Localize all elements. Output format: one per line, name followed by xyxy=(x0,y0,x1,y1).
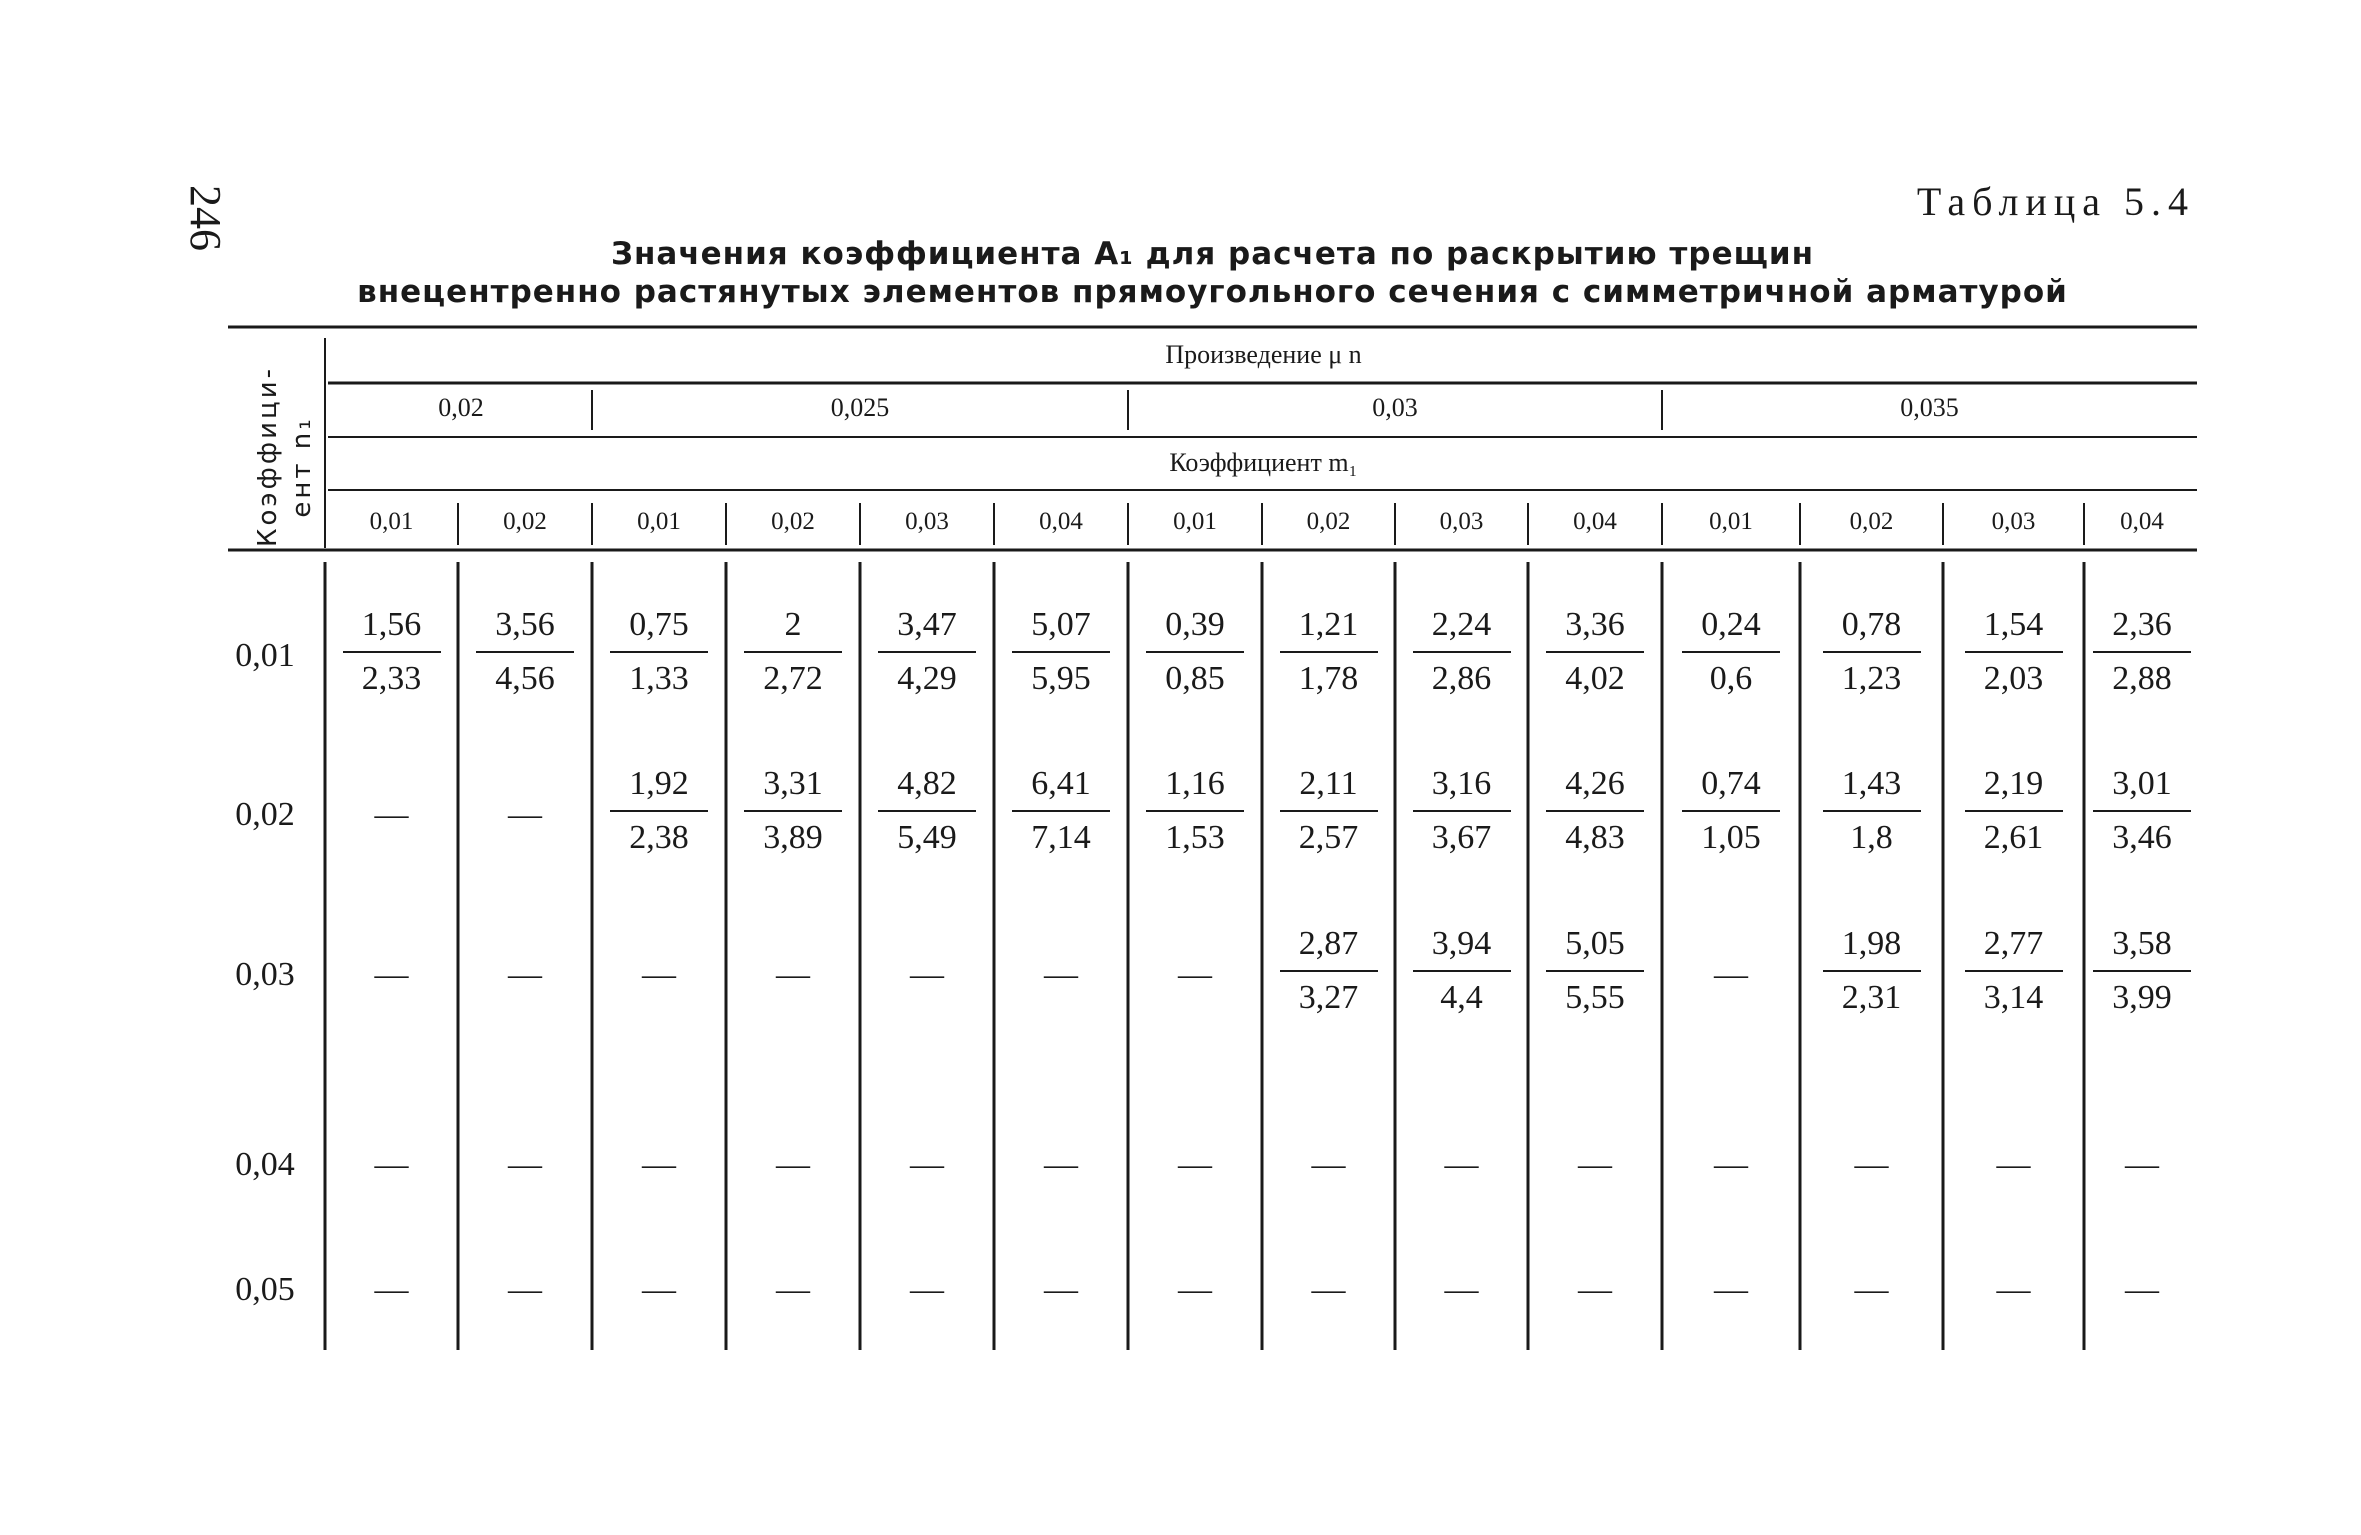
sub-column-header: 0,04 xyxy=(1573,508,1617,535)
denominator: 5,95 xyxy=(1031,660,1091,697)
sub-column-header: 0,03 xyxy=(905,508,949,535)
fraction-cell xyxy=(1959,920,2069,1022)
fraction-bar xyxy=(1280,651,1378,653)
sub-column-header: 0,01 xyxy=(1709,508,1753,535)
fraction-cell xyxy=(872,601,982,703)
denominator: 2,72 xyxy=(763,660,823,697)
denominator: 1,33 xyxy=(629,660,689,697)
denominator: 4,83 xyxy=(1565,819,1625,856)
empty-dash-cell: — xyxy=(1311,1271,1346,1308)
sub-column-header: 0,03 xyxy=(1439,508,1484,535)
fraction-bar xyxy=(1280,970,1378,972)
numerator: 3,16 xyxy=(1431,765,1492,802)
fraction-cell xyxy=(872,760,982,862)
fraction-cell xyxy=(1817,601,1927,703)
group-header-0-035: 0,035 xyxy=(1900,393,1959,422)
fraction-bar xyxy=(1965,970,2063,972)
fraction-cell xyxy=(1817,920,1927,1022)
denominator: 2,31 xyxy=(1841,979,1902,1016)
fraction-cell xyxy=(1140,760,1250,862)
fraction-bar xyxy=(878,810,976,812)
sub-column-header: 0,02 xyxy=(1849,508,1894,535)
denominator: 5,49 xyxy=(897,819,957,856)
numerator: 0,24 xyxy=(1701,606,1761,643)
fraction-cell xyxy=(604,760,714,862)
fraction-cell xyxy=(470,601,580,703)
fraction-bar xyxy=(878,651,976,653)
row-axis-label-line-1: Коэффици- xyxy=(253,366,283,547)
fraction-bar xyxy=(1965,651,2063,653)
sub-column-header: 0,04 xyxy=(1039,508,1083,535)
empty-dash-cell: — xyxy=(2125,1146,2159,1183)
denominator: 0,85 xyxy=(1165,660,1225,697)
product-header: Произведение μ n xyxy=(1165,340,1362,369)
denominator: 2,88 xyxy=(2112,660,2172,697)
fraction-cell xyxy=(1407,601,1517,703)
fraction-cell xyxy=(738,601,848,703)
fraction-bar xyxy=(1546,651,1644,653)
empty-dash-cell: — xyxy=(776,1146,810,1183)
denominator: 3,67 xyxy=(1431,819,1492,856)
sub-column-header: 0,04 xyxy=(2120,508,2164,535)
fraction-cell xyxy=(337,601,447,703)
numerator: 5,05 xyxy=(1565,925,1625,962)
fraction-cell xyxy=(1676,601,1786,703)
empty-dash-cell: — xyxy=(642,956,676,993)
fraction-cell xyxy=(1006,601,1116,703)
empty-dash-cell: — xyxy=(1714,1146,1748,1183)
empty-dash-cell: — xyxy=(374,956,409,993)
empty-dash-cell: — xyxy=(374,1271,409,1308)
empty-dash-cell: — xyxy=(1996,1271,2031,1308)
empty-dash-cell: — xyxy=(1044,956,1078,993)
denominator: 2,86 xyxy=(1431,660,1492,697)
denominator: 2,57 xyxy=(1298,819,1359,856)
empty-dash-cell: — xyxy=(1578,1271,1612,1308)
fraction-cell xyxy=(1959,760,2069,862)
empty-dash-cell: — xyxy=(2125,1271,2159,1308)
denominator: 2,61 xyxy=(1983,819,2044,856)
page-number: 246 xyxy=(181,185,230,251)
fraction-cell xyxy=(1274,760,1384,862)
fraction-bar xyxy=(343,651,441,653)
empty-dash-cell: — xyxy=(1854,1146,1889,1183)
numerator: 4,82 xyxy=(897,765,957,802)
fraction-bar xyxy=(610,810,708,812)
denominator: 5,55 xyxy=(1565,979,1625,1016)
row-label: 0,01 xyxy=(235,637,295,674)
fraction-bar xyxy=(1280,810,1378,812)
row-label: 0,05 xyxy=(235,1271,295,1308)
empty-dash-cell: — xyxy=(1044,1146,1078,1183)
empty-dash-cell: — xyxy=(1714,956,1748,993)
denominator: 3,27 xyxy=(1298,979,1359,1016)
row-axis-label xyxy=(251,366,321,547)
denominator: 1,23 xyxy=(1841,660,1902,697)
sub-column-header: 0,02 xyxy=(503,508,547,535)
fraction-cell xyxy=(604,601,714,703)
denominator: 2,03 xyxy=(1983,660,2044,697)
row-label: 0,02 xyxy=(235,796,295,833)
fraction-cell xyxy=(1407,920,1517,1022)
fraction-bar xyxy=(1823,810,1921,812)
fraction-cell xyxy=(2087,760,2197,862)
denominator: 4,02 xyxy=(1565,660,1625,697)
numerator: 0,75 xyxy=(629,606,689,643)
denominator: 4,29 xyxy=(897,660,957,697)
denominator: 0,6 xyxy=(1709,660,1753,697)
fraction-bar xyxy=(1823,651,1921,653)
empty-dash-cell: — xyxy=(374,1146,409,1183)
denominator: 3,89 xyxy=(763,819,823,856)
numerator: 1,98 xyxy=(1841,925,1902,962)
fraction-bar xyxy=(1012,651,1110,653)
table-title-line-1: Значения коэффициента A₁ для расчета по раскрытию трещин xyxy=(610,236,1814,272)
numerator: 3,36 xyxy=(1565,606,1625,643)
denominator: 1,05 xyxy=(1701,819,1761,856)
numerator: 3,01 xyxy=(2112,765,2172,802)
empty-dash-cell: — xyxy=(508,1146,542,1183)
numerator: 2,19 xyxy=(1983,765,2044,802)
fraction-cell xyxy=(1274,920,1384,1022)
empty-dash-cell: — xyxy=(1444,1271,1479,1308)
sub-column-header: 0,02 xyxy=(771,508,815,535)
numerator: 1,43 xyxy=(1841,765,1902,802)
sub-column-header: 0,03 xyxy=(1991,508,2036,535)
numerator: 1,21 xyxy=(1298,606,1359,643)
numerator: 1,92 xyxy=(629,765,689,802)
group-header-0-025: 0,025 xyxy=(830,393,890,422)
sub-column-header: 0,01 xyxy=(637,508,681,535)
denominator: 2,38 xyxy=(629,819,689,856)
fraction-cell xyxy=(1274,601,1384,703)
fraction-bar xyxy=(476,651,574,653)
fraction-cell xyxy=(1140,601,1250,703)
fraction-bar xyxy=(1413,651,1511,653)
numerator: 0,78 xyxy=(1841,606,1902,643)
fraction-cell xyxy=(1676,760,1786,862)
sub-column-header: 0,02 xyxy=(1306,508,1351,535)
numerator: 1,16 xyxy=(1165,765,1225,802)
denominator: 2,33 xyxy=(361,660,422,697)
empty-dash-cell: — xyxy=(1714,1271,1748,1308)
group-header-0-03: 0,03 xyxy=(1372,393,1418,422)
fraction-cell xyxy=(1540,760,1650,862)
coefficient-header: Коэффициент m₁ xyxy=(1169,448,1358,477)
numerator: 2,87 xyxy=(1298,925,1359,962)
numerator: 1,54 xyxy=(1983,606,2044,643)
numerator: 0,74 xyxy=(1701,765,1761,802)
numerator: 3,56 xyxy=(495,606,555,643)
fraction-bar xyxy=(1682,651,1780,653)
row-label: 0,04 xyxy=(235,1146,295,1183)
empty-dash-cell: — xyxy=(642,1271,676,1308)
table-label: Таблица 5.4 xyxy=(1916,179,2195,224)
fraction-cell xyxy=(1817,760,1927,862)
numerator: 3,31 xyxy=(763,765,823,802)
empty-dash-cell: — xyxy=(508,1271,542,1308)
row-label: 0,03 xyxy=(235,956,295,993)
fraction-bar xyxy=(2093,651,2191,653)
empty-dash-cell: — xyxy=(1178,1271,1212,1308)
fraction-cell xyxy=(1540,601,1650,703)
empty-dash-cell: — xyxy=(910,1146,944,1183)
numerator: 0,39 xyxy=(1165,606,1225,643)
denominator: 4,56 xyxy=(495,660,555,697)
fraction-bar xyxy=(744,651,842,653)
fraction-bar xyxy=(1146,651,1244,653)
empty-dash-cell: — xyxy=(1854,1271,1889,1308)
empty-dash-cell: — xyxy=(508,796,542,833)
fraction-cell xyxy=(1407,760,1517,862)
numerator: 2 xyxy=(784,606,802,643)
numerator: 3,94 xyxy=(1431,925,1492,962)
fraction-bar xyxy=(1413,970,1511,972)
empty-dash-cell: — xyxy=(1578,1146,1612,1183)
empty-dash-cell: — xyxy=(776,956,810,993)
fraction-cell xyxy=(1959,601,2069,703)
denominator: 3,14 xyxy=(1983,979,2044,1016)
fraction-bar xyxy=(1823,970,1921,972)
denominator: 1,53 xyxy=(1165,819,1225,856)
group-header-0-02: 0,02 xyxy=(438,393,484,422)
fraction-bar xyxy=(2093,970,2191,972)
fraction-bar xyxy=(1965,810,2063,812)
numerator: 2,11 xyxy=(1299,765,1358,802)
fraction-bar xyxy=(2093,810,2191,812)
fraction-bar xyxy=(1413,810,1511,812)
empty-dash-cell: — xyxy=(1044,1271,1078,1308)
row-axis-label-line-2: ент n₁ xyxy=(287,416,317,518)
fraction-cell xyxy=(738,760,848,862)
denominator: 1,78 xyxy=(1298,660,1359,697)
table-title-line-2: внецентренно растянутых элементов прямоугольного сечения с симметричной арматурой xyxy=(357,274,2068,310)
empty-dash-cell: — xyxy=(776,1271,810,1308)
numerator: 3,47 xyxy=(897,606,957,643)
numerator: 3,58 xyxy=(2112,925,2172,962)
sub-column-header: 0,01 xyxy=(1173,508,1217,535)
empty-dash-cell: — xyxy=(642,1146,676,1183)
sub-column-header: 0,01 xyxy=(369,508,414,535)
empty-dash-cell: — xyxy=(910,956,944,993)
fraction-bar xyxy=(610,651,708,653)
numerator: 4,26 xyxy=(1565,765,1625,802)
fraction-bar xyxy=(1682,810,1780,812)
empty-dash-cell: — xyxy=(508,956,542,993)
fraction-cell xyxy=(1006,760,1116,862)
empty-dash-cell: — xyxy=(374,796,409,833)
fraction-bar xyxy=(1146,810,1244,812)
empty-dash-cell: — xyxy=(1178,956,1212,993)
fraction-cell xyxy=(1540,920,1650,1022)
empty-dash-cell: — xyxy=(910,1271,944,1308)
fraction-bar xyxy=(744,810,842,812)
numerator: 5,07 xyxy=(1031,606,1091,643)
fraction-bar xyxy=(1012,810,1110,812)
numerator: 2,77 xyxy=(1983,925,2044,962)
fraction-bar xyxy=(1546,970,1644,972)
denominator: 3,46 xyxy=(2112,819,2172,856)
empty-dash-cell: — xyxy=(1178,1146,1212,1183)
fraction-cell xyxy=(2087,920,2197,1022)
fraction-cell xyxy=(2087,601,2197,703)
numerator: 6,41 xyxy=(1031,765,1091,802)
numerator: 2,36 xyxy=(2112,606,2172,643)
denominator: 4,4 xyxy=(1440,979,1483,1016)
denominator: 1,8 xyxy=(1850,819,1893,856)
fraction-bar xyxy=(1546,810,1644,812)
denominator: 3,99 xyxy=(2112,979,2172,1016)
numerator: 2,24 xyxy=(1431,606,1492,643)
numerator: 1,56 xyxy=(361,606,422,643)
empty-dash-cell: — xyxy=(1311,1146,1346,1183)
empty-dash-cell: — xyxy=(1444,1146,1479,1183)
empty-dash-cell: — xyxy=(1996,1146,2031,1183)
denominator: 7,14 xyxy=(1031,819,1091,856)
